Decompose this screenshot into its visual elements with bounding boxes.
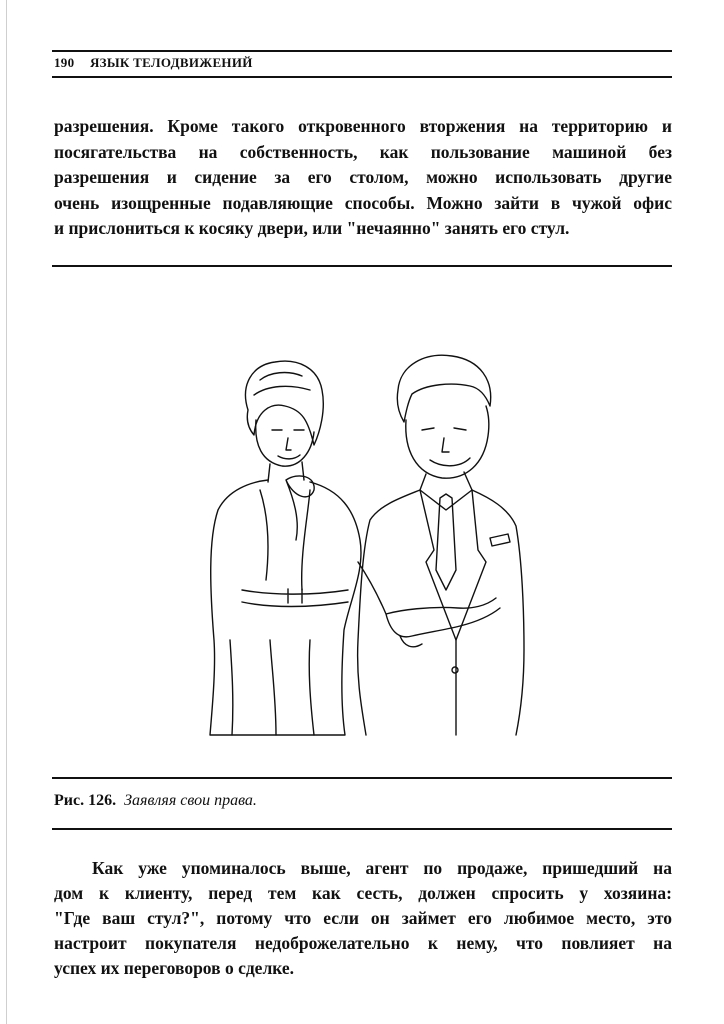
woman-hand: [400, 636, 422, 647]
figure-illustration: [190, 340, 540, 770]
paragraph-2: [54, 856, 672, 981]
paragraph-1-line: и прислониться к косяку двери, или "нечаянно" занять его стул.: [54, 218, 570, 238]
caption-rule-top: [52, 777, 672, 779]
linked-arms: [358, 562, 500, 637]
figure-title: Заявляя свои права.: [124, 792, 257, 809]
woman-belt: [242, 589, 348, 607]
paragraph-1-line: разрешения. Кроме такого откровенного вторжения на территорию и: [54, 116, 672, 136]
figure-label: Рис. 126.: [54, 792, 117, 809]
man-features: [422, 428, 470, 466]
man-tie: [436, 494, 456, 590]
paragraph-2-line: успех их переговоров о сделке.: [54, 958, 295, 978]
paragraph-1-line: посягательства на собственность, как пользование машиной без: [54, 141, 672, 162]
paragraph-2-line: Как уже упоминалось выше, агент по продаже, пришедший на: [92, 858, 672, 878]
man-hair: [397, 355, 490, 422]
man-face: [406, 406, 489, 478]
page-edge-line: [6, 0, 7, 1024]
header-rule-bottom: [52, 76, 672, 78]
running-title: ЯЗЫК ТЕЛОДВИЖЕНИЙ: [89, 55, 253, 70]
paragraph-2-line: "Где ваш стул?", потому что если он займет его любимое место, это: [54, 908, 672, 928]
caption-rule-bottom: [52, 828, 672, 830]
woman-skirt-folds: [230, 640, 314, 735]
paragraph-1: [54, 114, 672, 242]
woman-hair-strands: [254, 373, 310, 395]
figure-caption: [54, 792, 257, 810]
man-pocket-square: [490, 534, 510, 546]
page-number: 190: [54, 55, 75, 70]
paragraph-2-line: настроит покупателя недоброжелательно к нему, что повлияет на: [54, 933, 672, 953]
man-jacket: [358, 490, 524, 735]
woman-neck: [268, 462, 304, 482]
header-rule-top: [52, 50, 672, 52]
paragraph-1-line: очень изощренные подавляющие способы. Можно зайти в чужой офис: [54, 192, 672, 213]
figure-rule-top: [52, 265, 672, 267]
woman-blouse-folds: [260, 490, 310, 590]
woman-hair: [246, 361, 324, 445]
man-button: [452, 640, 458, 735]
woman-bow: [286, 476, 314, 540]
paragraph-2-line: дом к клиенту, перед тем как сесть, должен спросить у хозяина:: [54, 883, 672, 903]
running-header: [54, 55, 253, 71]
paragraph-1-line: разрешения и сидение за его столом, можно использовать другие: [54, 167, 672, 187]
woman-features: [272, 430, 304, 459]
